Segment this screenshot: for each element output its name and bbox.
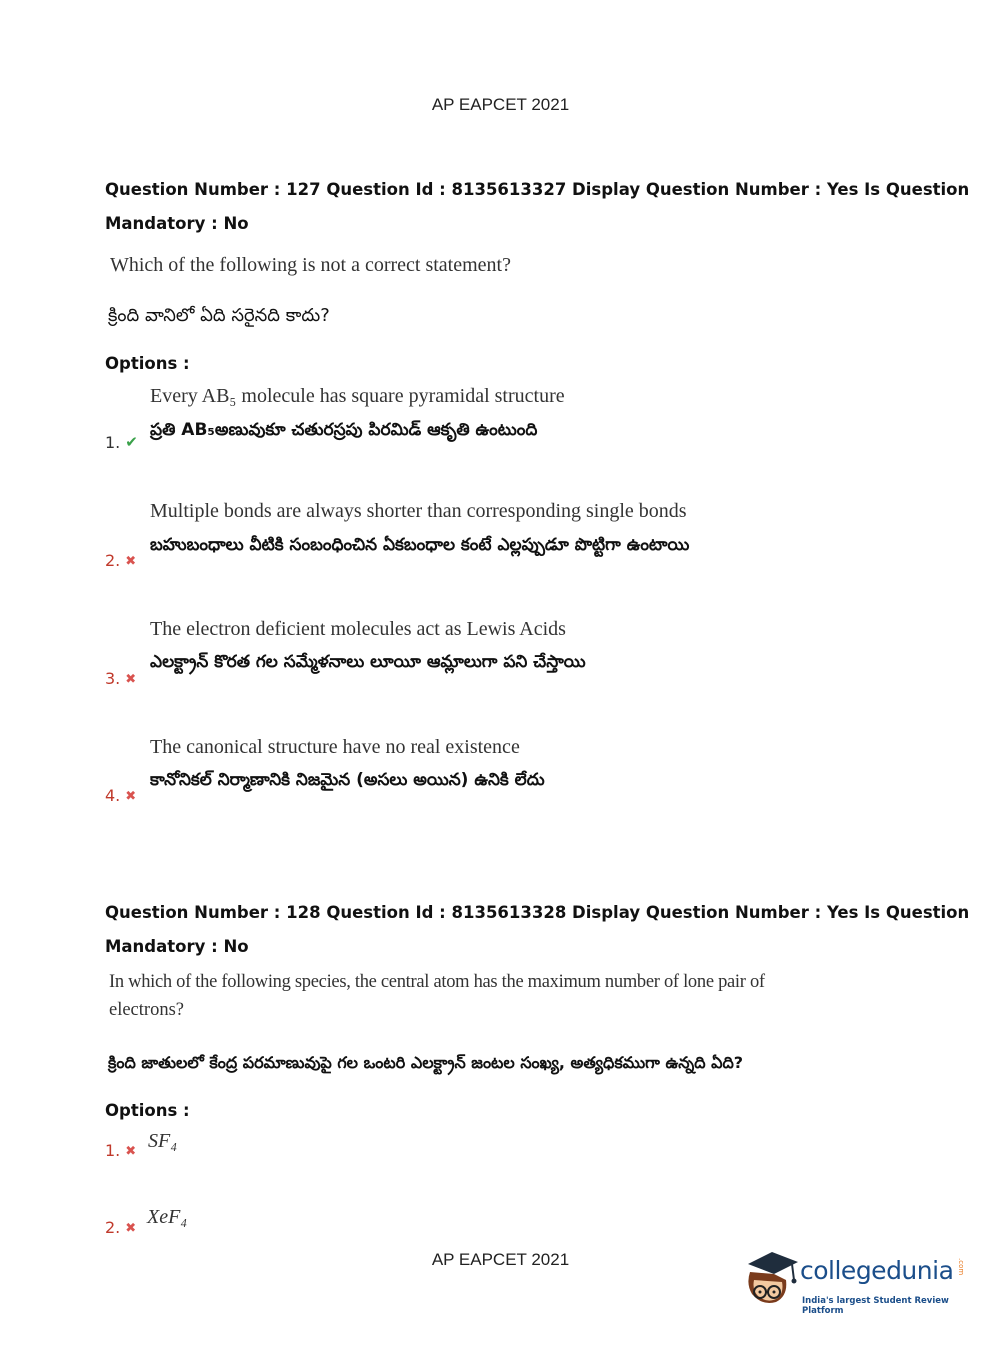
q127-option-1-en: Every AB₅ molecule has square pyramidal structure [150, 385, 565, 407]
option-number: 1. [105, 1141, 121, 1160]
q128-option-1-formula: SF₄ [148, 1130, 178, 1152]
option-number: 2. [105, 1218, 121, 1237]
cross-icon: ✖ [125, 789, 137, 804]
option-number: 4. [105, 786, 121, 805]
mascot-icon [742, 1250, 800, 1310]
q128-option-1-number [105, 1141, 136, 1160]
check-icon: ✔ [125, 433, 138, 451]
q127-option-1-number [105, 433, 138, 452]
q127-question-te: క్రింది వానిలో ఏది సరైనది కాదు? [108, 305, 330, 326]
logo-dotcom: .com [957, 1258, 965, 1276]
collegedunia-logo [742, 1250, 972, 1314]
cross-icon: ✖ [125, 554, 137, 569]
option-number: 2. [105, 551, 121, 570]
q128-option-2-number [105, 1218, 136, 1237]
page-footer: AP EAPCET 2021 [431, 1250, 570, 1269]
q128-question-en-line2: electrons? [109, 1000, 184, 1020]
q127-meta-line2: Mandatory : No [105, 214, 249, 233]
q127-question-en: Which of the following is not a correct statement? [110, 254, 511, 276]
q127-option-3-te: ఎలక్ట్రాన్ కొరత గల సమ్మేళనాలు లూయీ ఆమ్లాలుగా పని చేస్తాయి [150, 652, 586, 672]
logo-tagline: India's largest Student Review Platform [802, 1296, 949, 1316]
option-number: 1. [105, 433, 121, 452]
q127-meta-line1: Question Number : 127 Question Id : 8135613327 Display Question Number : Yes Is Question [105, 180, 970, 199]
option-number: 3. [105, 669, 121, 688]
q127-option-4-te: కానోనికల్ నిర్మాణానికి నిజమైన (అసలు అయిన) ఉనికి లేదు [150, 770, 545, 790]
q128-question-en-line1: In which of the following species, the central atom has the maximum number of lone pair of [109, 972, 765, 992]
cross-icon: ✖ [125, 672, 137, 687]
q127-option-4-en: The canonical structure have no real existence [150, 736, 520, 758]
q127-option-3-en: The electron deficient molecules act as Lewis Acids [150, 618, 566, 640]
q127-option-2-number [105, 551, 136, 570]
q128-meta-line2: Mandatory : No [105, 937, 249, 956]
q127-option-2-te: బహుబంధాలు వీటికి సంబంధించిన ఏకబంధాల కంటే ఎల్లప్పుడూ పొట్టిగా ఉంటాయి [150, 535, 690, 555]
q128-option-2-formula: XeF₄ [147, 1206, 188, 1228]
page-header: AP EAPCET 2021 [431, 95, 570, 114]
q127-option-2-en: Multiple bonds are always shorter than corresponding single bonds [150, 500, 687, 522]
q128-meta-line1: Question Number : 128 Question Id : 8135613328 Display Question Number : Yes Is Question [105, 903, 970, 922]
q128-options-label: Options : [105, 1101, 190, 1120]
q127-option-1-te: ప్రతి AB₅అణువుకూ చతురస్రపు పిరమిడ్ ఆకృతి ఉంటుంది [150, 420, 538, 440]
q127-options-label: Options : [105, 354, 190, 373]
cross-icon: ✖ [125, 1221, 137, 1236]
q128-question-te: క్రింది జాతులలో కేంద్ర పరమాణువుపై గల ఒంటరి ఎలక్ట్రాన్ జంటల సంఖ్య, అత్యధికముగా ఉన్నది ఏది? [108, 1053, 744, 1072]
logo-wordmark: collegedunia [800, 1256, 954, 1285]
cross-icon: ✖ [125, 1144, 137, 1159]
q127-option-4-number [105, 786, 136, 805]
q127-option-3-number [105, 669, 136, 688]
